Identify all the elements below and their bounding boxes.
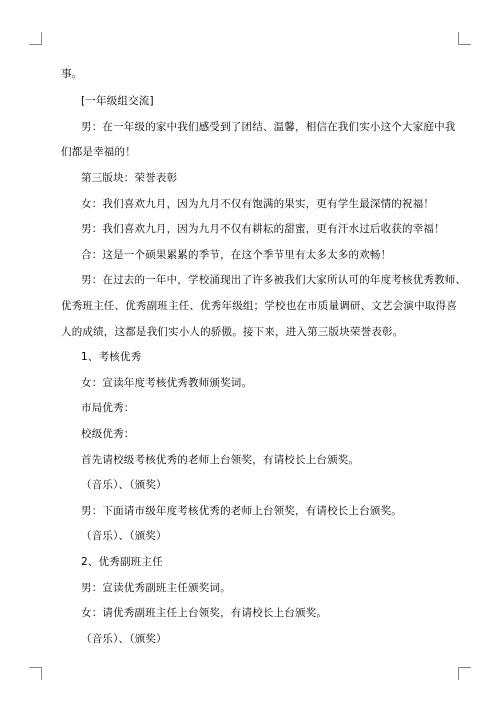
crop-mark-top-left [29,32,42,45]
text-line: 们都是幸福的！ [61,146,136,158]
section-heading: [一年级组交流] [81,95,154,107]
text-line: 校级优秀： [81,428,135,440]
crop-mark-top-right [458,32,471,45]
text-line: 人的成绩，这都是我们实小人的骄傲。接下来，进入第三版块荣誉表彰。 [61,326,404,338]
text-line: （音乐）、（颁奖） [81,633,167,645]
text-line: 事。 [61,68,83,80]
text-line: 男：我们喜欢九月，因为九月不仅有耕耘的甜蜜，更有汗水过后收获的幸福！ [81,223,445,235]
text-line: 优秀班主任、优秀副班主任、优秀年级组；学校也在市质量调研、文艺会演中取得喜 [61,300,457,312]
section-heading: 1、考核优秀 [81,351,142,363]
text-line: 男：下面请市级年度考核优秀的老师上台领奖，有请校长上台颁奖。 [81,505,402,517]
text-line: （音乐）、（颁奖） [81,530,167,542]
section-heading: 2、优秀副班主任 [81,556,163,568]
text-line: 男：在一年级的家中我们感受到了团结、温馨，相信在我们实小这个大家庭中我 [81,121,456,133]
text-line: 男：宣读优秀副班主任颁奖词。 [81,582,231,594]
text-line: 男：在过去的一年中，学校涌现出了许多被我们大家所认可的年度考核优秀教师、 [81,274,467,286]
text-line: 女：我们喜欢九月，因为九月不仅有饱满的果实，更有学生最深情的祝福！ [81,198,435,210]
crop-mark-bottom-left [29,667,42,680]
text-line: （音乐）、（颁奖） [81,479,167,491]
text-line: 市局优秀： [81,402,135,414]
text-line: 首先请校级考核优秀的老师上台领奖，有请校长上台颁奖。 [81,454,360,466]
text-line: 女：请优秀副班主任上台领奖，有请校长上台颁奖。 [81,607,328,619]
text-line: 合：这是一个硕果累累的季节，在这个季节里有太多太多的欢畅！ [81,249,392,261]
section-heading: 第三版块：荣誉表彰 [81,172,178,184]
text-line: 女：宣读年度考核优秀教师颁奖词。 [81,377,253,389]
crop-mark-bottom-right [458,667,471,680]
